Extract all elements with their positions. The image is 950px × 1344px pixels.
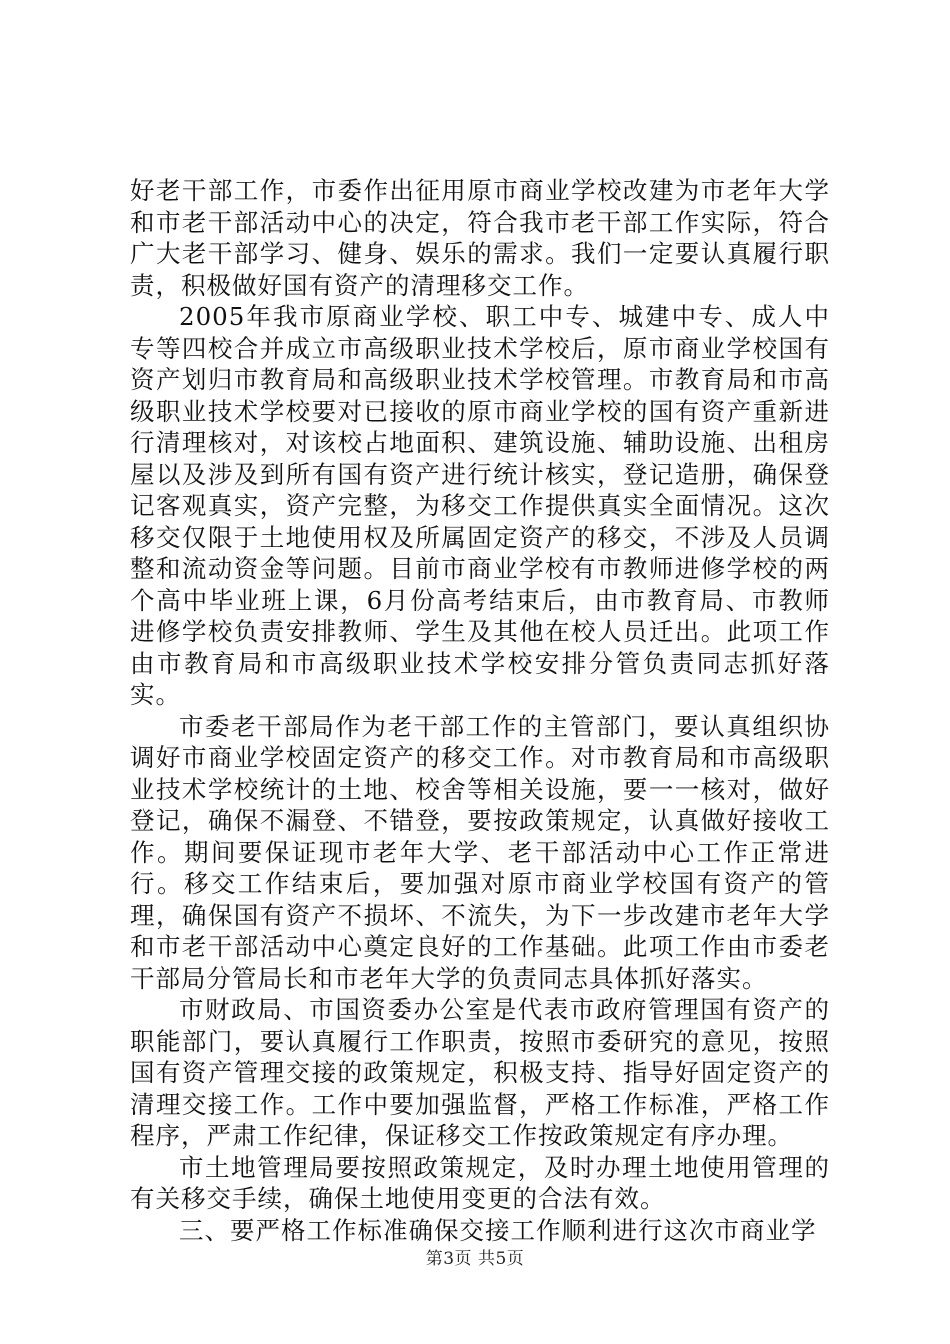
paragraph-3: 市委老干部局作为老干部工作的主管部门，要认真组织协调好市商业学校固定资产的移交工作。对市教育局和市高级职业技术学校统计的土地、校舍等相关设施，要一一核对，做好登记，确保不漏登、不错登，要按政策规定，认真做好接收工作。期间要保证现市老年大学、老干部活动中心工作正常进行。移交工作结束后，要加强对原市商业学校国有资产的管理，确保国有资产不损坏、不流失，为下一步改建市老年大学和市老干部活动中心奠定良好的工作基础。此项工作由市委老干部局分管局长和市老年大学的负责同志具体抓好落实。 xyxy=(130,711,830,993)
paragraph-4: 市财政局、市国资委办公室是代表市政府管理国有资产的职能部门，要认真履行工作职责，按照市委研究的意见，按照国有资产管理交接的政策规定，积极支持、指导好固定资产的清理交接工作。工作中要加强监督，严格工作标准，严格工作程序，严肃工作纪律，保证移交工作按政策规定有序办理。 xyxy=(130,995,830,1150)
document-body xyxy=(130,175,830,1246)
paragraph-1: 好老干部工作，市委作出征用原市商业学校改建为市老年大学和市老干部活动中心的决定，符合我市老干部工作实际，符合广大老干部学习、健身、娱乐的需求。我们一定要认真履行职责，积极做好国有资产的清理移交工作。 xyxy=(130,176,830,300)
paragraph-2: 2005年我市原商业学校、职工中专、城建中专、成人中专等四校合并成立市高级职业技术学校后，原市商业学校国有资产划归市教育局和高级职业技术学校管理。市教育局和市高级职业技术学校要对已接收的原市商业学校的国有资产重新进行清理核对，对该校占地面积、建筑设施、辅助设施、出租房屋以及涉及到所有国有资产进行统计核实，登记造册，确保登记客观真实，资产完整，为移交工作提供真实全面情况。这次移交仅限于土地使用权及所属固定资产的移交，不涉及人员调整和流动资金等问题。目前市商业学校有市教师进修学校的两个高中毕业班上课，6月份高考结束后，由市教育局、市教师进修学校负责安排教师、学生及其他在校人员迁出。此项工作由市教育局和市高级职业技术学校安排分管负责同志抓好落实。 xyxy=(130,302,830,709)
paragraph-5: 市土地管理局要按照政策规定，及时办理土地使用管理的有关移交手续，确保土地使用变更的合法有效。 xyxy=(130,1152,830,1213)
page-number: 第3页 共5页 xyxy=(425,1249,525,1269)
paragraph-6: 三、要严格工作标准确保交接工作顺利进行这次市商业学 xyxy=(179,1215,817,1245)
page-footer xyxy=(0,1244,950,1269)
